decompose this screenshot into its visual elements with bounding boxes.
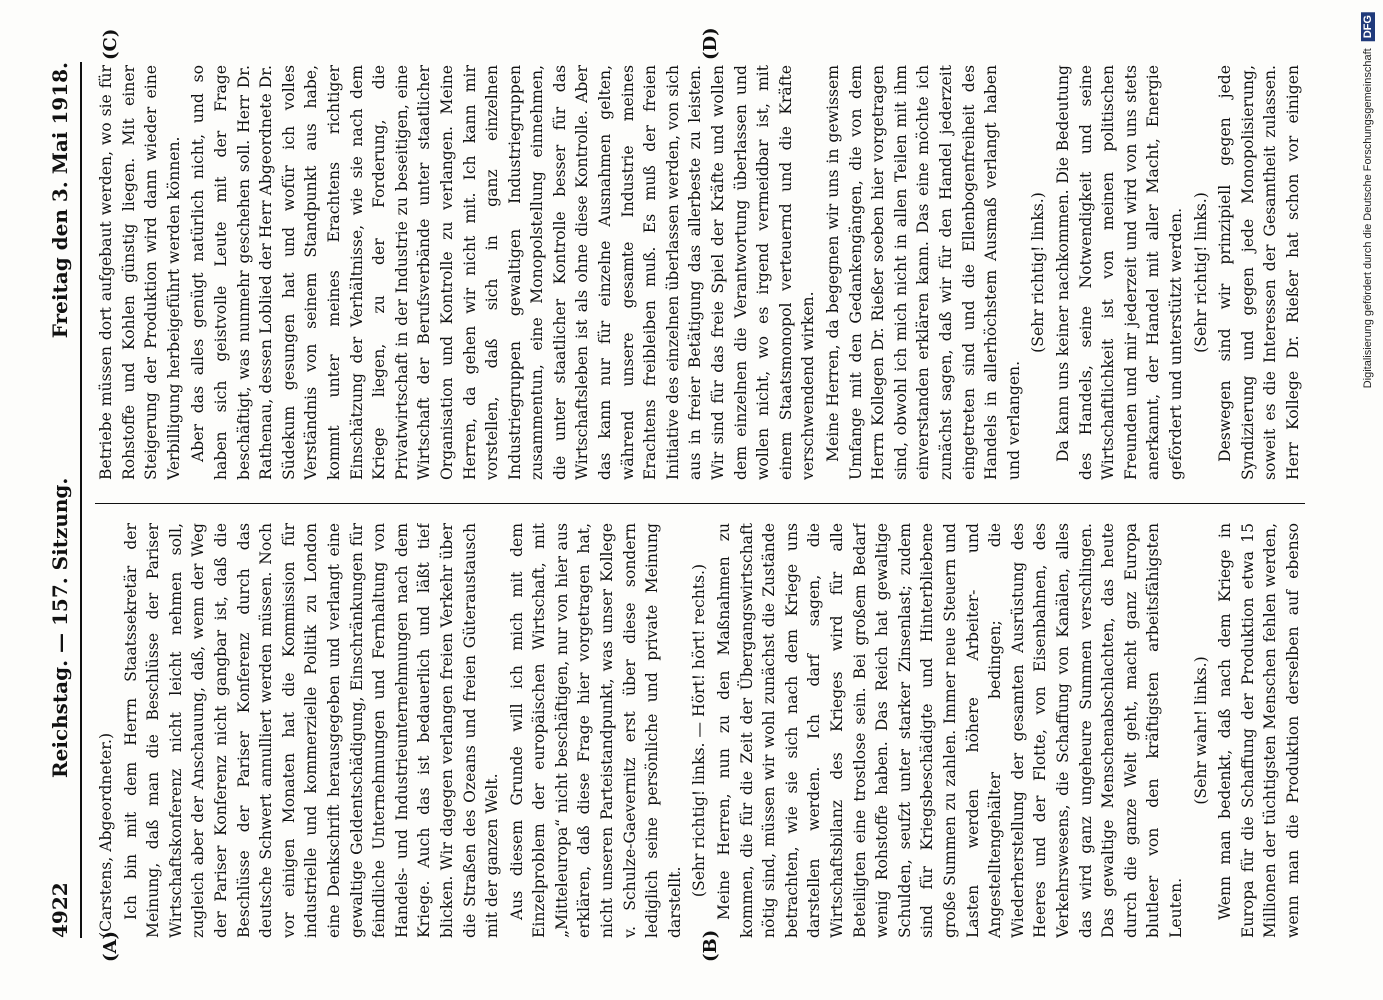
interjection: (Sehr richtig! links. — Hört! hört! rechts.) [690, 563, 709, 898]
paragraph: Aber das alles genügt natürlich nicht, und so haben sich geistvolle Leute mit der Frage beschäftigt, was nunmehr geschehen soll. Herr Dr. Rathenau, dessen Loblied der Herr Abgeordnete Dr. Südekum gesungen hat und wofür ich volles Verständnis von seinem Standpunkt aus habe, kommt unter meines Erachtens richtiger Einschätzung der Verhältnisse, wie sie nach dem Kriege liegen, zu der Forderung, die Privatwirtschaft in der Industrie zu beseitigen, eine Wirtschaft der Berufsverbände unter staatlicher Organisation und Kontrolle zu verlangen. Meine Herren, da gehen wir nicht mit. Ich kann mir vorstellen, daß sich in ganz einzelnen Industriegruppen gewaltigen Industriegruppen zusammentun, eine Monopolstellung einnehmen, die unter staatlicher Kontrolle besser für das Wirtschaftsleben ist als ohne diese Kontrolle. Aber das kann nur für einzelne Ausnahmen gelten, während unsere gesamte Industrie meines Erachtens freibleiben muß. Es muß der freien Initiative des einzelnen überlassen werden, von sich aus in freier Betätigung das allerbeste zu leisten. Wir sind für das freie Spiel der Kräfte und wollen dem einzelnen die Verantwortung überlassen und wollen nicht, wo es irgend vermeidbar ist, mit einem Staatsmonopol verteuernd und die Kräfte verschwendend wirken. [189, 65, 818, 480]
dfg-watermark [1361, 12, 1375, 388]
left-text-column [95, 523, 1305, 938]
margin-marker-c: (C) [100, 28, 121, 60]
dfg-logo-icon: DFG [1361, 12, 1375, 41]
speaker-label: (Carstens, Abgeordneter.) [97, 732, 115, 938]
paragraph: Betriebe müssen dort aufgebaut werden, wo sie für Rohstoffe und Kohlen günstig liegen. Mit einer Steigerung der Produktion wird dann wieder eine Verbilligung herbeigeführt werden können. [97, 65, 183, 480]
watermark-text: Digitalisierung gefördert durch die Deutsche Forschungsgemeinschaft [1362, 48, 1374, 389]
paragraph: Da kann uns keiner nachkommen. Die Bedeutung des Handels, seine Notwendigkeit und seine Wirtschaftlichkeit ist von meinen politischen Freunden und mir jederzeit und wird von uns stets anerkannt, der Handel mit aller Macht, Energie gefördert und unterstützt werden. [1053, 65, 1185, 480]
paragraph: Aus diesem Grunde will ich mich mit dem Einzelproblem der europäischen Wirtschaft, mit „Mitteleuropa“ nicht beschäftigen, nur von hier aus erklären, daß diese Frage hier vorgetragen hat, nicht unseren Parteistandpunkt, was unser Kollege v. Schulze-Gaevernitz erst über diese sondern lediglich seine persönliche und private Meinung darstellt. [507, 523, 684, 938]
column-divider [95, 503, 1305, 504]
right-text-column [95, 65, 1305, 480]
paragraph: Meine Herren, nun zu den Maßnahmen zu kommen, die für die Zeit der Übergangswirtschaft nötig sind, müssen wir wohl zunächst die Zustände betrachten, wie sie sich nach dem Kriege uns darstellen werden. Ich darf sagen, die Wirtschaftsbilanz des Krieges wird für alle Beteiligten eine trostlose sein. Bei großem Bedarf wenig Rohstoffe haben. Das Reich hat gewaltige Schulden, seufzt unter starker Zinsenlast; zudem sind für Kriegsbeschädigte und Hinterbliebene große Summen zu zahlen. Immer neue Steuern und Lasten werden höhere Arbeiter- und Angestelltengehälter bedingen; die Wiederherstellung der gesamten Ausrüstung des Heeres und der Flotte, von Eisenbahnen, des Verkehrswesens, die Schaffung von Kanälen, alles das wird ganz ungeheure Summen verschlingen. Das gewaltige Menschenabschlachten, das heute durch die ganze Welt geht, macht ganz Europa blutleer von den kräftigsten arbeitsfähigsten Leuten. [715, 523, 1185, 938]
paragraph: Ich bin mit dem Herrn Staatssekretär der Meinung, daß man die Beschlüsse der Pariser Wirtschaftskonferenz nicht leicht nehmen soll, zugleich aber der Anschauung, daß, wenn der Weg der Pariser Konferenz nicht gangbar ist, daß die Beschlüsse der Pariser Konferenz durch das deutsche Schwert annulliert werden müssen. Noch vor einigen Monaten hat die Kommission für industrielle und kommerzielle Politik zu London eine Denkschrift herausgegeben und verlangt eine gewaltige Geldentschädigung, Einschränkungen für feindliche Unternehmungen und Fernhaltung von Handels- und Industrieunternehmungen nach dem Kriege. Auch das ist bedauerlich und läßt tief blicken. Wir dagegen verlangen freien Verkehr über die Straßen des Ozeans und freien Güteraustausch mit der ganzen Welt. [121, 523, 502, 938]
header-date: Freitag den 3. Mai 1918. [48, 62, 72, 339]
paragraph: Deswegen sind wir prinzipiell gegen jede Syndizierung und gegen jede Monopolisierung, soweit es die Interessen der Gesamtheit zulassen. Herr Kollege Dr. Rießer hat schon vor einigen [1216, 65, 1302, 480]
interjection: (Sehr richtig! links.) [1029, 192, 1048, 353]
paragraph: Meine Herren, da begegnen wir uns in gewissem Umfange mit den Gedankengängen, die von dem Herrn Kollegen Dr. Rießer soeben hier vorgetragen sind, obwohl ich mich nicht in allen Teilen mit ihm einverstanden erklären kann. Das eine möchte ich zunächst sagen, daß wir für den Handel jederzeit eingetreten sind und die Ellenbogenfreiheit des Handels in allerhöchstem Ausmaß verlangt haben und verlangen. [824, 65, 1023, 480]
margin-marker-d: (D) [700, 27, 721, 60]
margin-marker-a: (A) [100, 931, 121, 962]
interjection: (Sehr wahr! links.) [1191, 656, 1210, 805]
page-number: 4922 [48, 882, 72, 938]
header-session: Reichstag. — 157. Sitzung. [48, 477, 72, 778]
page-header [40, 62, 82, 938]
paragraph: Wenn man bedenkt, daß nach dem Kriege in Europa für die Schaffung der Produktion etwa 15 Millionen der tüchtigsten Menschen fehlen werden, wenn man die Produktion derselben auf ebenso [1216, 523, 1302, 938]
margin-marker-b: (B) [700, 929, 721, 962]
interjection: (Sehr richtig! links.) [1191, 192, 1210, 353]
